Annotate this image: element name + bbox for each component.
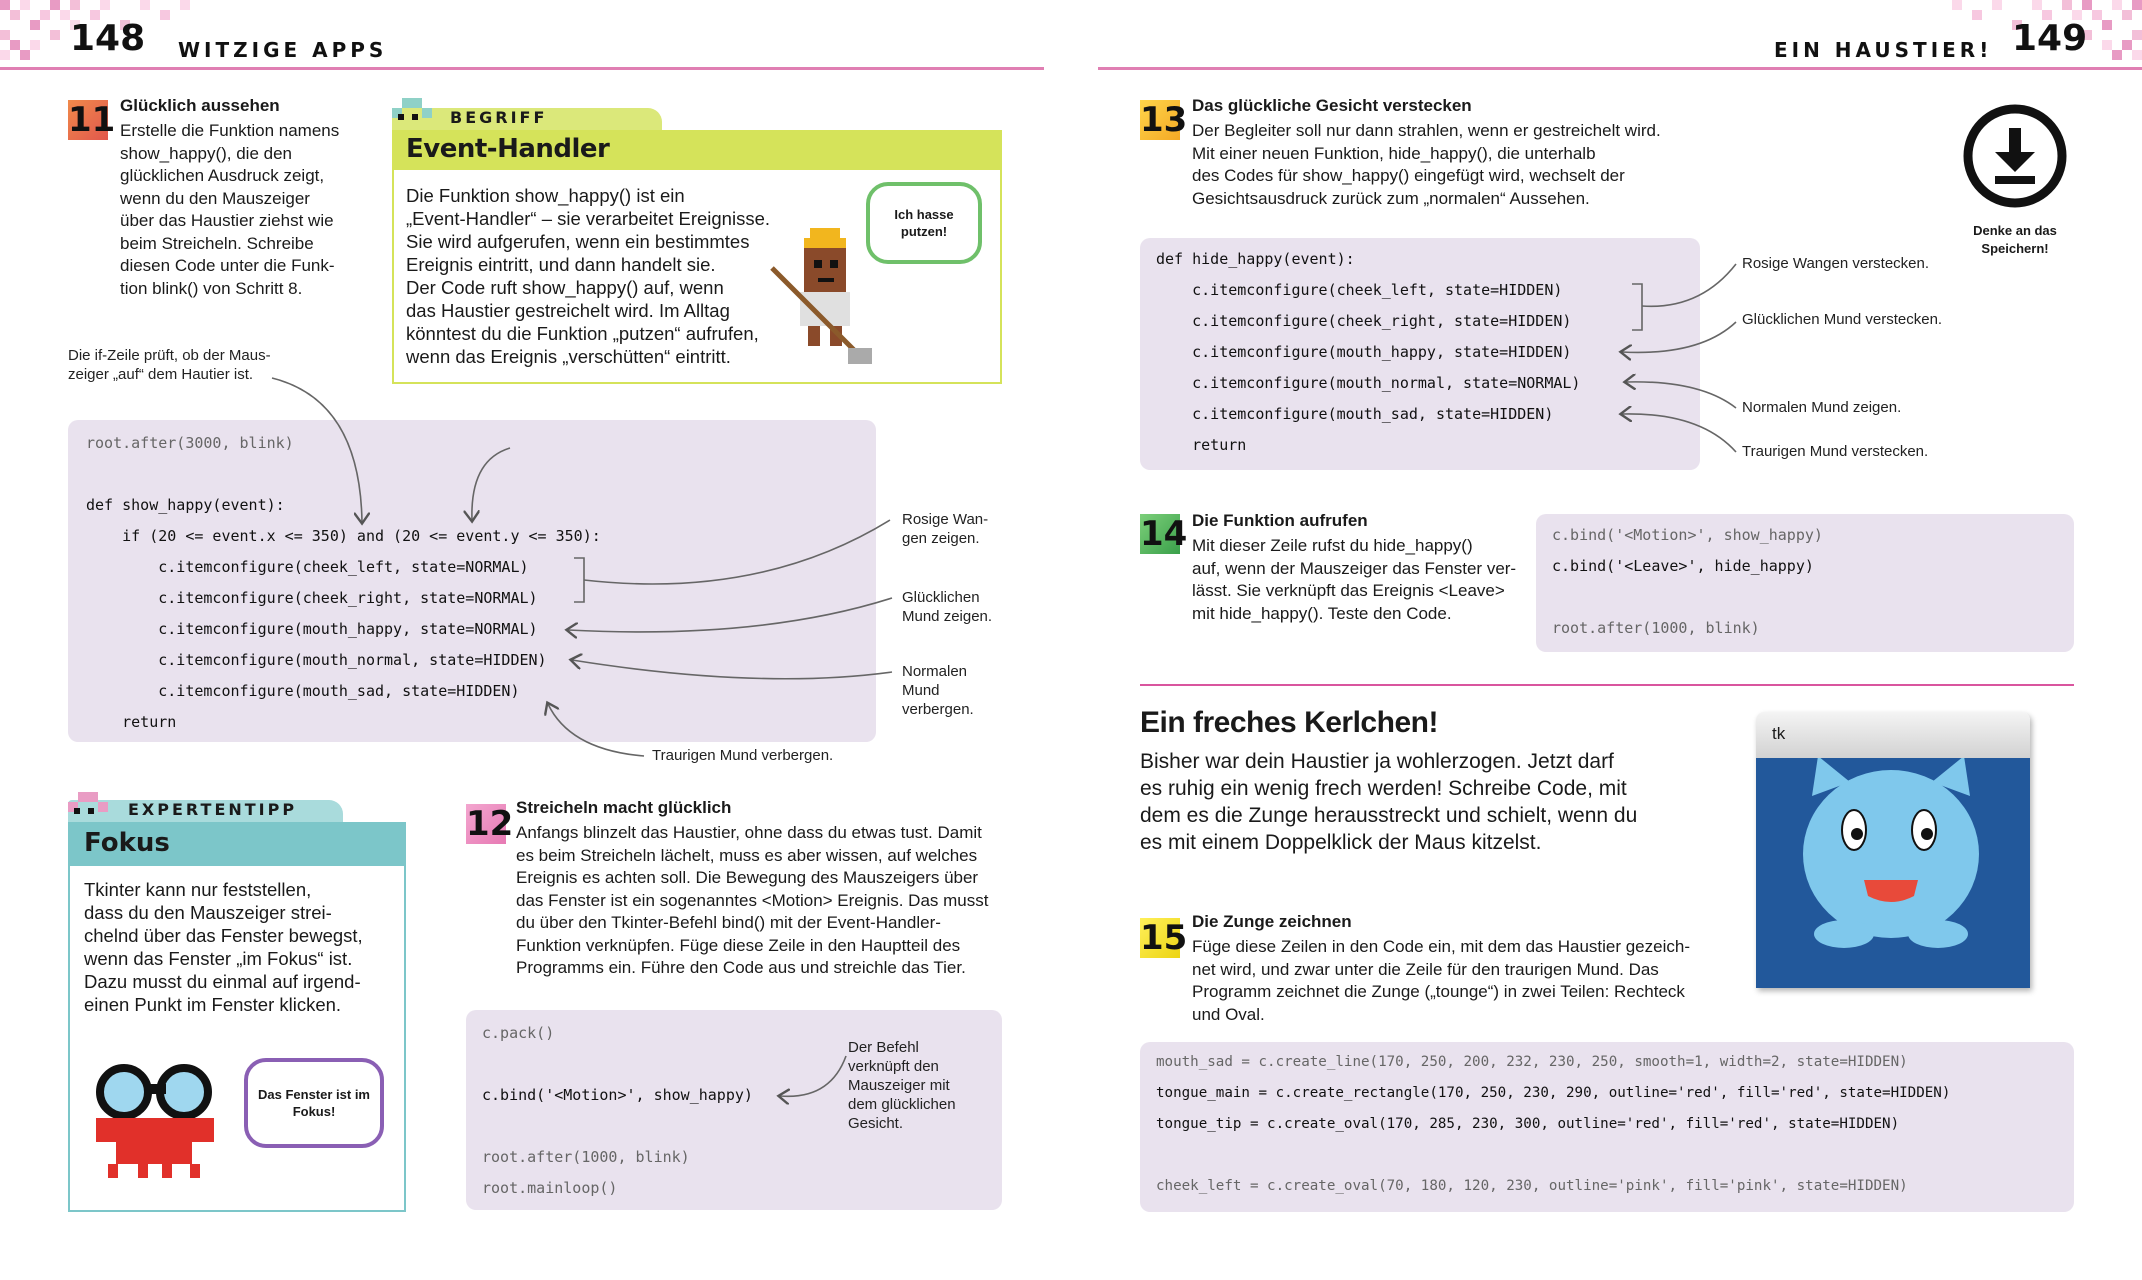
code-block-13 <box>1140 238 1700 470</box>
note-normal-mouth-hide: Normalen Mund verbergen. <box>902 663 974 718</box>
code-line: return <box>1156 436 1247 454</box>
code-line: root.after(1000, blink) <box>1552 619 1760 637</box>
code-line: tongue_tip = c.create_oval(170, 285, 230, 300, outline='red', fill='red', state=HIDDEN) <box>1156 1116 1900 1132</box>
download-save-icon <box>1962 102 2068 214</box>
step-14-title: Die Funktion aufrufen <box>1192 511 1368 530</box>
expert-pixel-icon <box>68 792 110 818</box>
code-line: c.itemconfigure(mouth_happy, state=HIDDEN) <box>1156 343 1572 361</box>
code-block-15 <box>1140 1042 2074 1212</box>
step-14-badge: 14 <box>1140 514 1188 554</box>
code-line: root.after(1000, blink) <box>482 1148 690 1166</box>
code-line: root.mainloop() <box>482 1179 618 1197</box>
note-cheeks-hide: Rosige Wangen verstecken. <box>1742 255 1930 272</box>
begriff-pixel-icon <box>392 98 434 124</box>
code-line: c.itemconfigure(mouth_sad, state=HIDDEN) <box>1156 405 1554 423</box>
code-line: def hide_happy(event): <box>1156 250 1355 268</box>
step-13-title: Das glückliche Gesicht verstecken <box>1192 96 1472 115</box>
expert-text: Tkinter kann nur feststellen, dass du den Mauszeiger strei- chelnd über das Fenster bewegst, wenn das Fenster „im Fokus“ ist. Dazu musst du einmal auf irgend- einen Punkt im Fenster klicken. <box>84 879 363 1015</box>
left-page-number: 148 <box>70 18 146 59</box>
step-11-badge: 11 <box>68 100 116 140</box>
code-line: def show_happy(event): <box>86 496 285 514</box>
tk-window-titlebar[interactable] <box>1756 712 2030 759</box>
pet-drawing <box>1756 758 2030 988</box>
note-sad-mouth-hide-13: Traurigen Mund verstecken. <box>1742 443 1929 460</box>
section-divider <box>1140 684 2074 686</box>
step-13-badge: 13 <box>1140 100 1188 140</box>
tk-window-title: tk <box>1772 724 1786 743</box>
left-header-rule <box>0 67 1044 70</box>
step-14-text: Mit dieser Zeile rufst du hide_happy() auf, wenn der Mauszeiger das Fenster ver- lässt. Sie verknüpft das Ereignis <Leave> mit hide_happy(). Teste den Code. <box>1192 536 1517 623</box>
begriff-tag: BEGRIFF <box>450 108 548 127</box>
janitor-character-icon <box>770 228 880 368</box>
code-line: if (20 <= event.x <= 350) and (20 <= event.y <= 350): <box>86 527 601 545</box>
code-line: c.itemconfigure(mouth_sad, state=HIDDEN) <box>86 682 520 700</box>
code-line: mouth_sad = c.create_line(170, 250, 200, 232, 230, 250, smooth=1, width=2, state=HIDDEN) <box>1156 1054 1908 1070</box>
code-line: c.itemconfigure(cheek_left, state=NORMAL) <box>86 558 529 576</box>
note-cheeks-show: Rosige Wan- gen zeigen. <box>902 511 989 547</box>
expert-title: Fokus <box>84 828 170 858</box>
right-header-rule <box>1098 67 2142 70</box>
right-chapter-title: EIN HAUSTIER! <box>1774 38 1993 62</box>
left-chapter-title: WITZIGE APPS <box>178 38 388 62</box>
code-block-14 <box>1536 514 2074 652</box>
code-line: c.itemconfigure(mouth_happy, state=NORMAL) <box>86 620 538 638</box>
step-13-text: Der Begleiter soll nur dann strahlen, wenn er gestreichelt wird. Mit einer neuen Funktion, hide_happy(), die unterhalb des Codes für show_happy() eingefügt wird, wechselt der Gesichtsausdruck zurück zum „normalen“ Aussehen. <box>1192 121 1661 208</box>
annotation-if-line: Die if-Zeile prüft, ob der Maus- zeiger „auf“ dem Hautier ist. <box>68 347 271 383</box>
code-line: c.bind('<Motion>', show_happy) <box>1552 526 1823 544</box>
begriff-text: Die Funktion show_happy() ist ein „Event-Handler“ – sie verarbeitet Ereignisse. Sie wird aufgerufen, wenn ein bestimmtes Ereignis eintritt, und dann handelt sie. Der Code ruft show_happy() auf, wenn das Haustier gestreichelt wird. Im Alltag könntest du die Funktion „putzen“ aufrufen, wenn das Ereignis „verschütten“ eintritt. <box>406 185 770 367</box>
code-line: c.bind('<Motion>', show_happy) <box>482 1086 753 1104</box>
right-page-number: 149 <box>2012 18 2088 59</box>
step-12-badge: 12 <box>466 804 514 844</box>
begriff-speech-bubble: Ich hasse putzen! <box>866 182 982 264</box>
code-block-11 <box>68 420 876 742</box>
section-title: Ein freches Kerlchen! <box>1140 706 1438 739</box>
step-11-text: Erstelle die Funktion namens show_happy(), die den glücklichen Ausdruck zeigt, wenn du den Mauszeiger über das Haustier ziehst wie beim Streicheln. Schreibe diesen Code unter die Funk- tion blink() von Schritt 8. <box>120 121 340 298</box>
code-line: c.itemconfigure(cheek_right, state=NORMAL) <box>86 589 538 607</box>
tk-window <box>1756 712 2030 988</box>
note-happy-mouth-show: Glücklichen Mund zeigen. <box>902 589 993 625</box>
section-intro: Bisher war dein Haustier ja wohlerzogen. Jetzt darf es ruhig ein wenig frech werden! Schreibe Code, mit dem es die Zunge herausstreckt und schielt, wenn du es mit einem Doppelklick der Maus kitzelst. <box>1140 750 1638 854</box>
step-11-title: Glücklich aussehen <box>120 96 280 115</box>
tk-canvas <box>1756 758 2030 988</box>
code-line: c.itemconfigure(mouth_normal, state=HIDDEN) <box>86 651 547 669</box>
code-line: cheek_left = c.create_oval(70, 180, 120, 230, outline='pink', fill='pink', state=HIDDEN) <box>1156 1178 1908 1194</box>
step-12-title: Streicheln macht glücklich <box>516 798 732 817</box>
step-15-text: Füge diese Zeilen in den Code ein, mit dem das Haustier gezeich- net wird, und zwar unter die Zeile für den traurigen Mund. Das Programm zeichnet die Zunge („tounge“) in zwei Teilen: Rechteck und Oval. <box>1192 937 1690 1024</box>
code-line: c.itemconfigure(mouth_normal, state=NORMAL) <box>1156 374 1581 392</box>
code-line: tongue_main = c.create_rectangle(170, 250, 230, 290, outline='red', fill='red', state=HIDDEN) <box>1156 1085 1951 1101</box>
code-line: c.bind('<Leave>', hide_happy) <box>1552 557 1814 575</box>
code-line: root.after(3000, blink) <box>86 434 294 452</box>
code-line: c.itemconfigure(cheek_right, state=HIDDEN) <box>1156 312 1572 330</box>
crab-with-binoculars-icon <box>86 1064 226 1184</box>
note-happy-mouth-hide: Glücklichen Mund verstecken. <box>1742 311 1943 328</box>
note-bind-motion: Der Befehl verknüpft den Mauszeiger mit dem glücklichen Gesicht. <box>848 1039 956 1132</box>
code-line: c.pack() <box>482 1024 555 1042</box>
expert-speech-bubble: Das Fenster ist im Fokus! <box>244 1058 384 1148</box>
note-normal-mouth-show: Normalen Mund zeigen. <box>1742 399 1902 416</box>
save-tip-label: Denke an das Speichern! <box>1973 223 2057 256</box>
expert-tag: EXPERTENTIPP <box>128 800 298 819</box>
step-12-text: Anfangs blinzelt das Haustier, ohne dass du etwas tust. Damit es beim Streicheln lächelt, muss es aber wissen, auf welches Ereignis es achten soll. Die Bewegung des Mauszeigers über das Fenster ist ein sogenanntes <Motion> Ereignis. Das musst du über den Tkinter-Befehl bind() mit der Event-Handler- Funktion verknüpfen. Füge diese Zeile in den Hauptteil des Programms ein. Führe den Code aus und streichle das Tier. <box>516 823 989 977</box>
step-15-badge: 15 <box>1140 918 1188 958</box>
note-sad-mouth-hide: Traurigen Mund verbergen. <box>652 747 834 764</box>
code-line: return <box>86 713 177 731</box>
begriff-title: Event-Handler <box>406 134 610 164</box>
step-15-title: Die Zunge zeichnen <box>1192 912 1352 931</box>
code-line: c.itemconfigure(cheek_left, state=HIDDEN) <box>1156 281 1563 299</box>
